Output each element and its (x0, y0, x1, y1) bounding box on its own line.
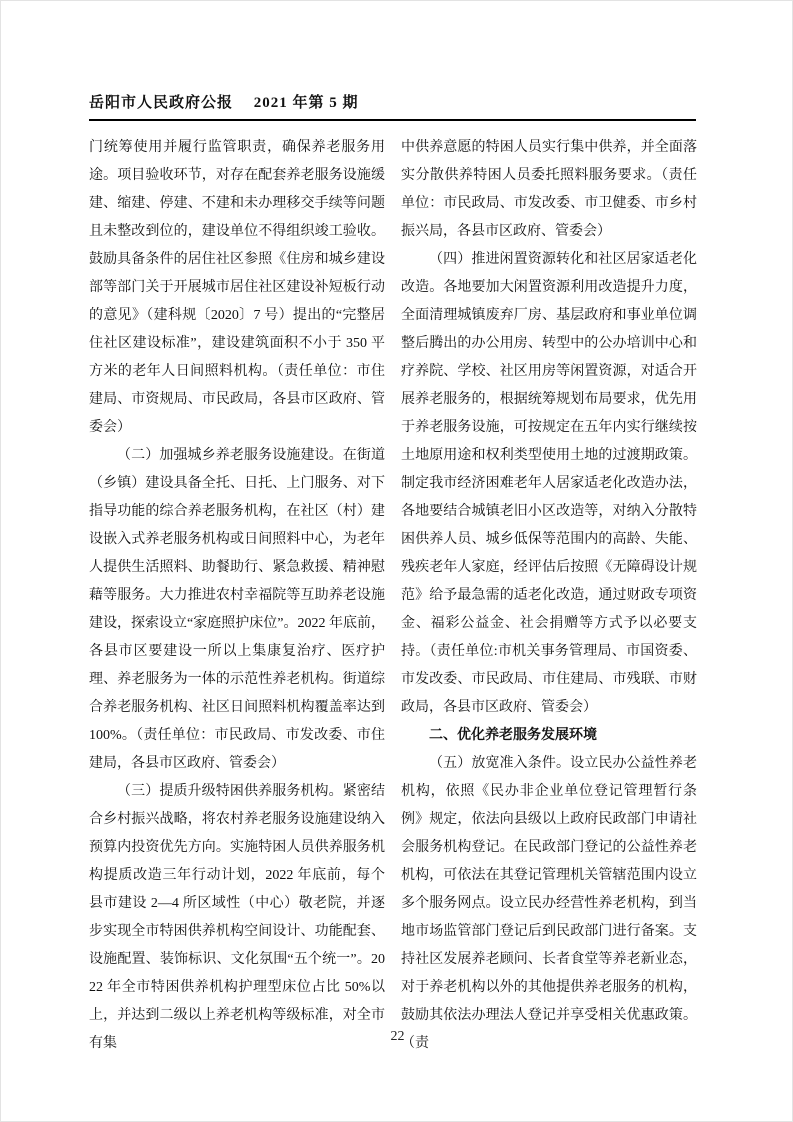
issue-label: 2021 年第 5 期 (253, 95, 359, 111)
paragraph-item-two: （二）加强城乡养老服务设施建设。在街道（乡镇）建设具备全托、日托、上门服务、对下指导功能的综合养老服务机构，在社区（村）建设嵌入式养老服务机构或日间照料中心，为老年人提供生活照料、助餐助行、紧急救援、精神慰藉等服务。大力推进农村幸福院等互助养老设施建设，探索设立“家庭照护床位”。2022 年底前，各县市区要建设一所以上集康复治疗、医疗护理、养老服务为一体的示范性养老机构。街道综合养老服务机构、社区日间照料机构覆盖率达到 100%。（责任单位：市民政局、市发改委、市住建局，各县市区政府、管委会） (89, 448, 385, 771)
page-header (89, 91, 359, 112)
paragraph-item-four: （四）推进闲置资源转化和社区居家适老化改造。各地要加大闲置资源利用改造提升力度，全面清理城镇废弃厂房、基层政府和事业单位调整后腾出的办公用房、转型中的公办培训中心和疗养院、学校、社区用房等闲置资源，对适合开展养老服务的，根据统筹规划布局要求，优先用于养老服务设施，可按规定在五年内实行继续按土地原用途和权利类型使用土地的过渡期政策。制定我市经济困难老年人居家适老化改造办法，各地要结合城镇老旧小区改造等，对纳入分散特困供养人员、城乡低保等范围内的高龄、失能、残疾老年人家庭，经评估后按照《无障碍设计规范》给予最急需的适老化改造，通过财政专项资金、福彩公益金、社会捐赠等方式予以必要支持。（责任单位:市机关事务管理局、市国资委、市发改委、市民政局、市住建局、市残联、市财政局，各县市区政府、管委会） (401, 252, 697, 715)
page-number: 22 (390, 1029, 405, 1044)
article-body (89, 134, 697, 1058)
paragraph-continuation-from-previous-page: 门统筹使用并履行监管职责，确保养老服务用途。项目验收环节，对存在配套养老服务设施缓建、缩建、停建、不建和未办理移交手续等问题且未整改到位的，建设单位不得组织竣工验收。鼓励具备条件的居住社区参照《住房和城乡建设部等部门关于开展城市居住社区建设补短板行动的意见》（建科规〔2020〕7 号）提出的“完整居住社区建设标准”，建设建筑面积不小于 350 平方米的老年人日间照料机构。（责任单位：市住建局、市资规局、市民政局，各县市区政府、管委会） (89, 140, 385, 435)
publication-title: 岳阳市人民政府公报 (89, 95, 234, 111)
right-column (401, 134, 697, 1058)
section-heading-two: 二、优化养老服务发展环境 (429, 728, 597, 743)
paragraph-continuation-from-left-column: 中供养意愿的特困人员实行集中供养，并全面落实分散供养特困人员委托照料服务要求。（责任单位：市民政局、市发改委、市卫健委、市乡村振兴局，各县市区政府、管委会） (401, 140, 697, 239)
left-column (89, 134, 385, 1058)
paragraph-item-three: （三）提质升级特困供养服务机构。紧密结合乡村振兴战略，将农村养老服务设施建设纳入预算内投资优先方向。实施特困人员供养服务机构提质改造三年行动计划，2022 年底前，每个县市建设 2—4 所区域性（中心）敬老院，并逐步实现全市特困供养机构空间设计、功能配套、设施配置、装饰标识、文化氛围“五个统一”。2022 年全市特困供养机构护理型床位占比 50%以上，并达到二级以上养老机构等级标准，对全市有集 (89, 784, 385, 1051)
page-footer (1, 1029, 793, 1045)
header-rule (89, 119, 696, 121)
paragraph-item-five: （五）放宽准入条件。设立民办公益性养老机构，依照《民办非企业单位登记管理暂行条例》规定，依法向县级以上政府民政部门申请社会服务机构登记。在民政部门登记的公益性养老机构，可依法在其登记管理机关管辖范围内设立多个服务网点。设立民办经营性养老机构，到当地市场监管部门登记后到民政部门进行备案。支持社区发展养老顾问、长者食堂等养老新业态，对于养老机构以外的其他提供养老服务的机构，鼓励其依法办理法人登记并享受相关优惠政策。（责 (401, 756, 697, 1051)
